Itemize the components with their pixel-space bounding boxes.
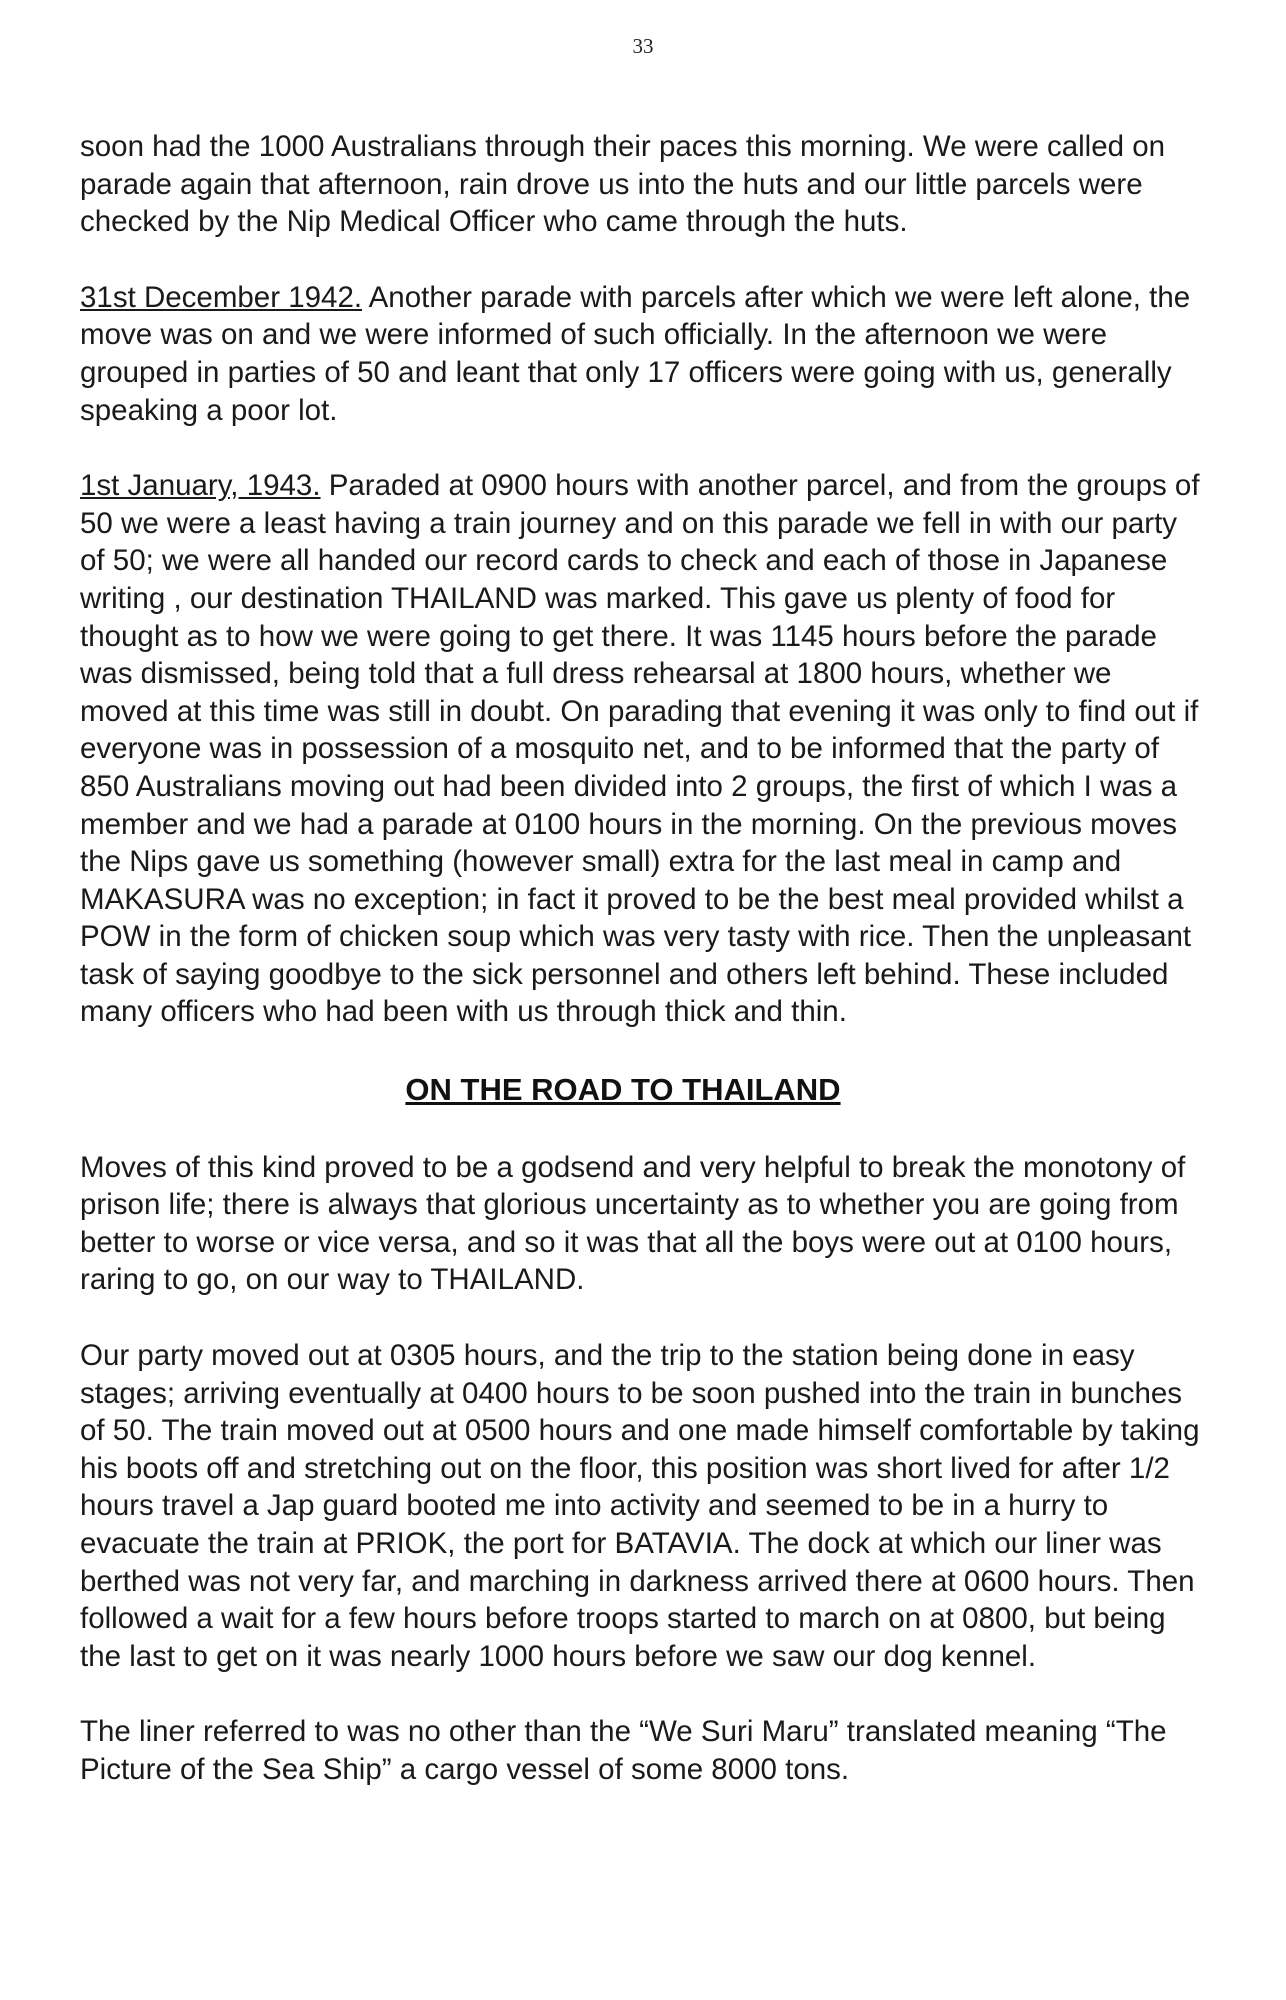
- document-body: [80, 128, 1200, 1827]
- paragraph-liner: The liner referred to was no other than the “We Suri Maru” translated meaning “The Picture of the Sea Ship” a cargo vessel of some 8000 tons.: [80, 1715, 1167, 1786]
- paragraph-huts: [80, 128, 1200, 241]
- paragraph-31st-december: [80, 279, 1200, 429]
- date-label: 31st December 1942.: [80, 280, 363, 314]
- paragraph-text: soon had the 1000 Australians through their paces this morning. We were called on parade again that afternoon, rain drove us into the huts and our little parcels were checked by the Nip Medical Officer who came through the huts.: [80, 130, 1166, 239]
- page-number: 33: [632, 34, 654, 58]
- paragraph-1st-january: [80, 467, 1200, 1031]
- paragraph-text: Paraded at 0900 hours with another parcel, and from the groups of 50 we were a least having a train journey and on this parade we fell in with our party of 50; we were all handed our record cards to check and each of those in Japanese writing , our destination THAILAND was marked. This gave us plenty of food for thought as to how we were going to get there. It was 1145 hours before the parade was dismissed, being told that a full dress rehearsal at 1800 hours, whether we moved at this time was still in doubt. On parading that evening it was only to find out if everyone was in possession of a mosquito net, and to be informed that the party of 850 Australians moving out had been divided into 2 groups, the first of which I was a member and we had a parade at 0100 hours in the morning. On the previous moves the Nips gave us something (however small) extra for the last meal in camp and MAKASURA was no exception; in fact it proved to be the best meal provided whilst a POW in the form of chicken soup which was very tasty with rice. Then the unpleasant task of saying goodbye to the sick personnel and others left behind. These included many officers who had been with us through thick and thin.: [80, 469, 1200, 1029]
- date-label: 1st January, 1943.: [80, 469, 321, 503]
- paragraph-moves: Moves of this kind proved to be a godsend and very helpful to break the monotony of prison life; there is always that glorious uncertainty as to whether you are going from better to worse or vice versa, and so it was that all the boys were out at 0100 hours, raring to go, on our way to THAILAND.: [80, 1150, 1186, 1297]
- paragraph-party-moved-out: Our party moved out at 0305 hours, and the trip to the station being done in easy stages; arriving eventually at 0400 hours to be soon pushed into the train in bunches of 50. The train moved out at 0500 hours and one made himself comfortable by taking his boots off and stretching out on the floor, this position was short lived for after 1/2 hours travel a Jap guard booted me into activity and seemed to be in a hurry to evacuate the train at PRIOK, the port for BATAVIA. The dock at which our liner was berthed was not very far, and marching in darkness arrived there at 0600 hours. Then followed a wait for a few hours before troops started to march on at 0800, but being the last to get on it was nearly 1000 hours before we saw our dog kennel.: [80, 1339, 1200, 1673]
- section-heading: ON THE ROAD TO THAILAND: [405, 1072, 841, 1108]
- paragraph-text: Another parade with parcels after which we were left alone, the move was on and we were informed of such officially. In the afternoon we were grouped in parties of 50 and leant that only 17 officers were going with us, generally speaking a poor lot.: [80, 280, 1191, 427]
- section-body: [80, 1149, 1200, 1789]
